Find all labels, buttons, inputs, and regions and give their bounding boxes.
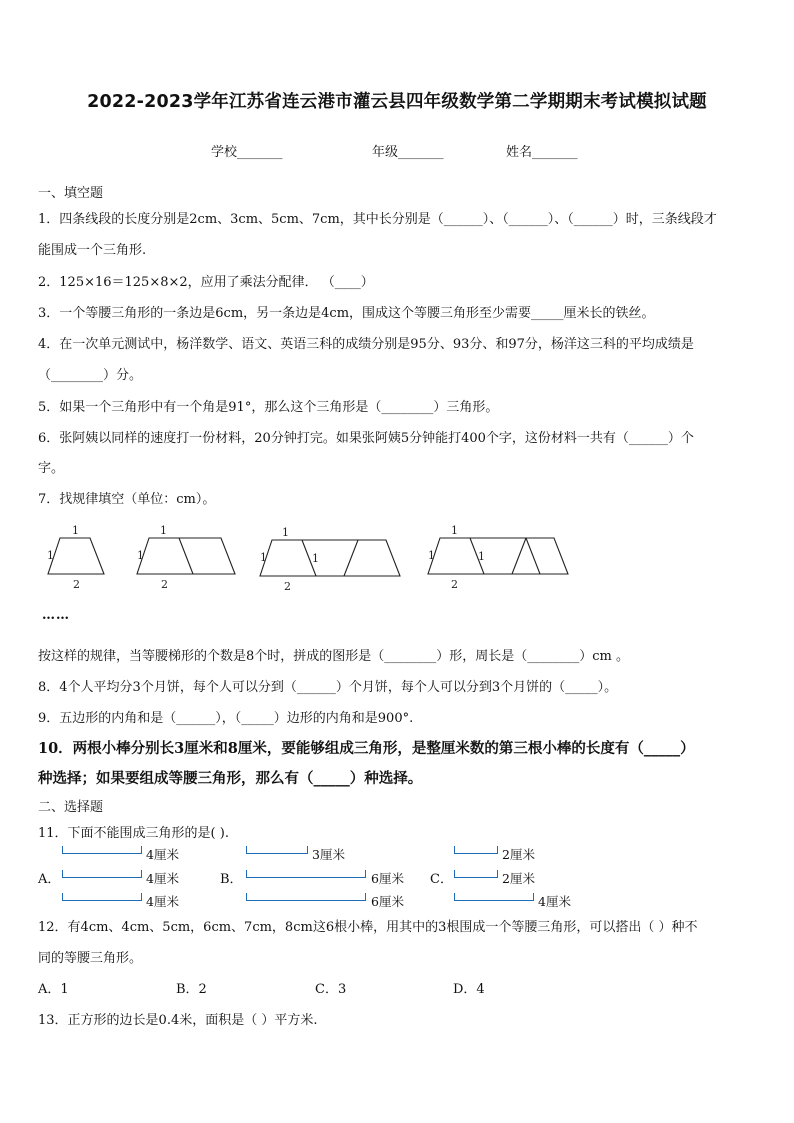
pattern-4: [428, 538, 568, 574]
label-mid-4: 1: [478, 550, 485, 563]
option-c-segment-1: [454, 846, 498, 854]
question-2: 2．125×16＝125×8×2，应用了乘法分配律． （____）: [38, 275, 374, 290]
label-top-3: 1: [282, 526, 289, 539]
pattern-ellipsis: ……: [42, 608, 70, 623]
option-c-segment-3: [454, 893, 534, 901]
label-bottom-2: 2: [161, 578, 168, 591]
question-4-line-1: 4．在一次单元测试中，杨洋数学、语文、英语三科的成绩分别是95分、93分、和97分，杨洋这三科的平均成绩是: [38, 337, 694, 352]
q12-option-b: B．2: [176, 982, 207, 997]
label-side-1: 1: [47, 549, 54, 562]
option-b-segment-3: [246, 893, 366, 901]
question-10-line-2: 种选择；如果要组成等腰三角形，那么有（_____）种选择。: [38, 770, 423, 787]
q12-option-c: C．3: [315, 982, 347, 997]
question-5: 5．如果一个三角形中有一个角是91°，那么这个三角形是（________）三角形。: [38, 400, 499, 415]
question-6-line-2: 字。: [38, 461, 65, 476]
pattern-1: [48, 538, 104, 574]
label-top-1: 1: [72, 524, 79, 537]
option-a-segment-1: [62, 846, 142, 854]
label-side-4: 1: [428, 549, 435, 562]
option-a-segment-1-label: 4厘米: [146, 847, 179, 862]
question-1-line-2: 能围成一个三角形.: [38, 243, 147, 258]
option-c-segment-1-label: 2厘米: [502, 847, 535, 862]
option-b-segment-1-label: 3厘米: [312, 847, 345, 862]
option-b-segment-2: [246, 870, 366, 878]
pattern-2: [137, 538, 235, 574]
pattern-3: [260, 540, 400, 576]
question-13: 13．正方形的边长是0.4米，面积是（ ）平方米.: [38, 1013, 318, 1028]
trapezoid-pattern-figure: [38, 518, 598, 600]
option-a-segment-2-label: 4厘米: [146, 871, 179, 886]
page-title: 2022-2023学年江苏省连云港市灌云县四年级数学第二学期期末考试模拟试题: [87, 92, 707, 112]
question-11: 11．下面不能围成三角形的是( ).: [38, 826, 229, 841]
option-c-segment-3-label: 4厘米: [538, 894, 571, 909]
q12-option-a: A．1: [38, 982, 69, 997]
option-c-label: C．: [430, 872, 453, 887]
option-c-segment-2: [454, 870, 498, 878]
question-1-line-1: 1．四条线段的长度分别是2cm、3cm、5cm、7cm，其中长分别是（______）、（______）、（______）时，三条线段才: [38, 212, 717, 227]
section-fill-in: 一、填空题: [38, 186, 104, 201]
name-field: 姓名_______: [506, 145, 578, 160]
option-a-segment-2: [62, 870, 142, 878]
section-multiple-choice: 二、选择题: [38, 800, 104, 815]
question-9: 9．五边形的内角和是（______），（_____）边形的内角和是900°.: [38, 711, 414, 726]
label-bottom-3: 2: [284, 580, 291, 593]
question-12-line-2: 同的等腰三角形。: [38, 951, 143, 966]
option-b-segment-1: [246, 846, 308, 854]
option-a-segment-3: [62, 893, 142, 901]
option-b-label: B．: [220, 872, 243, 887]
option-a-segment-3-label: 4厘米: [146, 894, 179, 909]
option-b-segment-3-label: 6厘米: [371, 894, 404, 909]
option-c-segment-2-label: 2厘米: [502, 871, 535, 886]
question-7-line-1: 7．找规律填空（单位：cm）。: [38, 492, 216, 507]
label-top-2: 1: [160, 524, 167, 537]
option-a-label: A．: [38, 872, 61, 887]
label-bottom-1: 2: [73, 578, 80, 591]
label-side-3: 1: [260, 551, 267, 564]
option-b-segment-2-label: 6厘米: [371, 871, 404, 886]
question-7-line-2: 按这样的规律，当等腰梯形的个数是8个时，拼成的图形是（________）形，周长是（________）cm 。: [38, 649, 630, 664]
label-mid-3: 1: [312, 552, 319, 565]
label-bottom-4: 2: [451, 578, 458, 591]
question-6-line-1: 6．张阿姨以同样的速度打一份材料，20分钟打完。如果张阿姨5分钟能打400个字，这份材料一共有（______）个: [38, 431, 694, 446]
q12-option-d: D．4: [453, 982, 485, 997]
label-top-4: 1: [451, 524, 458, 537]
question-4-line-2: （________）分。: [38, 368, 143, 383]
question-10-line-1: 10．两根小棒分别长3厘米和8厘米，要能够组成三角形，是整厘米数的第三根小棒的长度有（_____）: [38, 740, 695, 757]
question-8: 8．4个人平均分3个月饼，每个人可以分到（______）个月饼，每个人可以分到3个月饼的（_____）。: [38, 680, 618, 695]
question-3: 3．一个等腰三角形的一条边是6cm，另一条边是4cm，围成这个等腰三角形至少需要_____厘米长的铁丝。: [38, 306, 655, 321]
school-field: 学校_______: [211, 145, 283, 160]
label-side-2: 1: [137, 549, 144, 562]
question-12-line-1: 12．有4cm、4cm、5cm，6cm、7cm，8cm这6根小棒，用其中的3根围成一个等腰三角形，可以搭出（ ）种不: [38, 920, 698, 935]
grade-field: 年级_______: [372, 145, 444, 160]
